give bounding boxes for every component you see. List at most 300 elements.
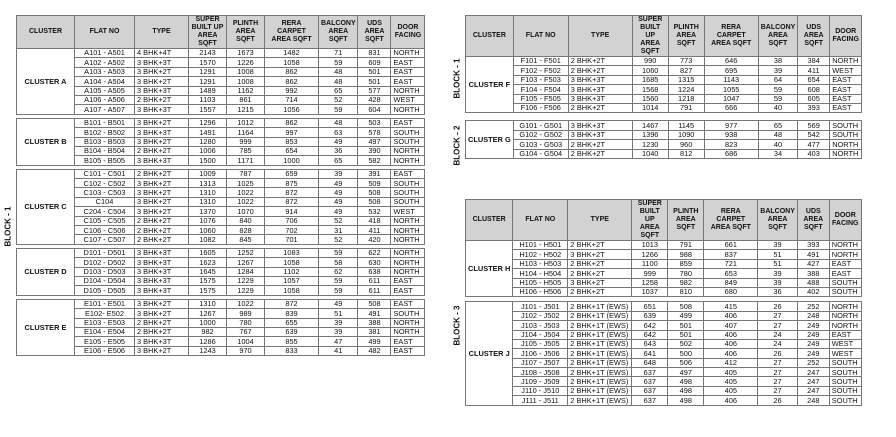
table-row: [466, 66, 862, 75]
type-cell: 3 BHK+2T: [135, 77, 189, 86]
table-row: [466, 302, 862, 311]
flat-no-cell: B102 - B502: [75, 128, 135, 137]
balcony-cell: 41: [319, 346, 358, 355]
flat-no-cell: J106 - J506: [513, 349, 568, 358]
table-row: [466, 368, 862, 377]
plinth-cell: 791: [668, 103, 704, 112]
plinth-cell: 960: [668, 140, 704, 149]
super-built-up-cell: 1685: [632, 75, 668, 84]
door-facing-cell: NORTH: [391, 235, 425, 244]
super-built-up-cell: 982: [189, 327, 227, 336]
super-built-up-cell: 1310: [189, 299, 227, 308]
type-cell: 2 BHK+2T: [135, 169, 189, 178]
table-row: [17, 86, 425, 95]
header-cell: CLUSTER: [466, 16, 514, 57]
door-facing-cell: SOUTH: [829, 386, 861, 395]
uds-cell: 411: [798, 66, 830, 75]
type-cell: 4 BHK+4T: [135, 49, 189, 58]
table-row: [17, 258, 425, 267]
door-facing-cell: NORTH: [391, 49, 425, 58]
block-label: BLOCK - 2: [452, 125, 462, 165]
door-facing-cell: SOUTH: [830, 130, 862, 139]
uds-cell: 247: [797, 377, 829, 386]
balcony-cell: 51: [758, 250, 797, 259]
super-built-up-cell: 1037: [632, 287, 668, 296]
uds-cell: 249: [797, 330, 829, 339]
flat-no-cell: J111 - J511: [513, 396, 568, 405]
table-row: [466, 396, 862, 405]
type-cell: 3 BHK+3T: [135, 86, 189, 95]
balcony-cell: 39: [758, 269, 797, 278]
type-cell: 3 BHK+2T: [135, 118, 189, 127]
super-built-up-cell: 641: [632, 349, 668, 358]
door-facing-cell: EAST: [391, 58, 425, 67]
flat-no-cell: E105 - E505: [75, 337, 135, 346]
flat-no-cell: J109 - J509: [513, 377, 568, 386]
rera-carpet-cell: 1083: [265, 248, 319, 257]
table-row: [17, 169, 425, 178]
rera-carpet-cell: 1058: [265, 258, 319, 267]
door-facing-cell: SOUTH: [391, 179, 425, 188]
door-facing-cell: EAST: [391, 276, 425, 285]
super-built-up-cell: 1060: [189, 226, 227, 235]
rera-carpet-cell: 407: [704, 321, 758, 330]
plinth-cell: 501: [668, 330, 704, 339]
rera-carpet-cell: 406: [704, 396, 758, 405]
super-built-up-cell: 1267: [189, 309, 227, 318]
type-cell: 2 BHK+1T (EWS): [568, 321, 632, 330]
plinth-cell: 999: [227, 137, 265, 146]
plinth-cell: 1229: [227, 276, 265, 285]
plinth-cell: 988: [668, 250, 704, 259]
table-row: [466, 250, 862, 259]
plinth-cell: 1008: [227, 77, 265, 86]
rera-carpet-cell: 654: [265, 146, 319, 155]
balcony-cell: 39: [758, 278, 797, 287]
flat-no-cell: F105 - F505: [513, 94, 568, 103]
plinth-cell: 1215: [227, 105, 265, 114]
rera-carpet-cell: 659: [265, 169, 319, 178]
uds-cell: 542: [798, 130, 830, 139]
type-cell: 3 BHK+3T: [135, 58, 189, 67]
balcony-cell: 27: [758, 377, 797, 386]
type-cell: 2 BHK+1T (EWS): [568, 311, 632, 320]
header-cell: RERA CARPET AREA SQFT: [704, 200, 758, 241]
cluster-label: CLUSTER F: [466, 57, 514, 113]
door-facing-cell: WEST: [829, 339, 861, 348]
flat-no-cell: E101 - E501: [75, 299, 135, 308]
type-cell: 2 BHK+2T: [568, 259, 632, 268]
table-row: [466, 386, 862, 395]
flat-no-cell: A107 - A507: [75, 105, 135, 114]
super-built-up-cell: 1266: [632, 250, 668, 259]
table-row: [466, 130, 862, 139]
uds-cell: 247: [797, 386, 829, 395]
balcony-cell: 49: [319, 179, 358, 188]
table-row: [17, 346, 425, 355]
balcony-cell: 38: [758, 57, 797, 66]
plinth-cell: 1022: [227, 188, 265, 197]
door-facing-cell: SOUTH: [830, 121, 862, 130]
door-facing-cell: NORTH: [391, 156, 425, 165]
type-cell: 3 BHK+3T: [135, 337, 189, 346]
super-built-up-cell: 1006: [189, 146, 227, 155]
uds-cell: 501: [358, 77, 391, 86]
flat-no-cell: C104: [75, 197, 135, 206]
plinth-cell: 1224: [668, 85, 704, 94]
rera-carpet-cell: 855: [265, 337, 319, 346]
door-facing-cell: SOUTH: [829, 377, 861, 386]
cluster-label: CLUSTER A: [17, 49, 75, 115]
super-built-up-cell: 1000: [189, 318, 227, 327]
header-cell: DOOR FACING: [830, 16, 862, 57]
door-facing-cell: WEST: [391, 95, 425, 104]
header-cell: DOOR FACING: [829, 200, 861, 241]
balcony-cell: 27: [758, 311, 797, 320]
table-row: [17, 137, 425, 146]
plinth-cell: 506: [668, 358, 704, 367]
uds-cell: 249: [797, 349, 829, 358]
table-row: [466, 278, 862, 287]
balcony-cell: 59: [319, 276, 358, 285]
cluster-label: CLUSTER G: [466, 121, 514, 159]
door-facing-cell: NORTH: [829, 241, 861, 250]
super-built-up-cell: 1060: [632, 66, 668, 75]
table-row: [17, 207, 425, 216]
door-facing-cell: NORTH: [829, 311, 861, 320]
balcony-cell: 48: [319, 77, 358, 86]
rera-carpet-cell: 914: [265, 207, 319, 216]
table-row: [17, 226, 425, 235]
cluster-label: CLUSTER H: [466, 241, 513, 297]
uds-cell: 491: [797, 250, 829, 259]
header-cell: FLAT NO: [513, 16, 568, 57]
balcony-cell: 39: [758, 241, 797, 250]
rera-carpet-cell: 406: [704, 330, 758, 339]
rera-carpet-cell: 412: [704, 358, 758, 367]
plinth-cell: 859: [668, 259, 704, 268]
balcony-cell: 49: [319, 188, 358, 197]
block-label: BLOCK - 3: [452, 305, 462, 345]
type-cell: 3 BHK+3T: [135, 258, 189, 267]
plinth-cell: 1284: [227, 267, 265, 276]
table-row: [17, 105, 425, 114]
balcony-cell: 26: [758, 396, 797, 405]
rera-carpet-cell: 1058: [265, 286, 319, 295]
type-cell: 3 BHK+2T: [568, 250, 632, 259]
header-cell: RERA CARPET AREA SQFT: [265, 16, 319, 49]
table-row: [17, 299, 425, 308]
uds-cell: 384: [798, 57, 830, 66]
uds-cell: 393: [798, 103, 830, 112]
flat-no-cell: C204 - C504: [75, 207, 135, 216]
rera-carpet-cell: 701: [265, 235, 319, 244]
plinth-cell: 1218: [668, 94, 704, 103]
rera-carpet-cell: 702: [265, 226, 319, 235]
door-facing-cell: EAST: [830, 103, 862, 112]
super-built-up-cell: 1013: [632, 241, 668, 250]
rera-carpet-cell: 997: [265, 128, 319, 137]
type-cell: 3 BHK+2T: [135, 67, 189, 76]
table-row: [17, 58, 425, 67]
super-built-up-cell: 1291: [189, 77, 227, 86]
type-cell: 2 BHK+2T: [135, 146, 189, 155]
door-facing-cell: NORTH: [391, 267, 425, 276]
type-cell: 3 BHK+3T: [568, 121, 632, 130]
plinth-cell: 827: [668, 66, 704, 75]
cluster-label: CLUSTER D: [17, 248, 75, 295]
type-cell: 2 BHK+2T: [568, 269, 632, 278]
table-row: [17, 286, 425, 295]
plinth-cell: 498: [668, 396, 704, 405]
type-cell: 3 BHK+3T: [135, 105, 189, 114]
flat-no-cell: A106 - A506: [75, 95, 135, 104]
uds-cell: 508: [358, 197, 391, 206]
plinth-cell: 791: [668, 241, 704, 250]
block-label: BLOCK - 1: [3, 206, 13, 246]
super-built-up-cell: 1076: [189, 216, 227, 225]
table-row: [17, 309, 425, 318]
flat-no-cell: B104 - B504: [75, 146, 135, 155]
right-bottom-area-table: [465, 199, 862, 406]
flat-no-cell: D103 - D503: [75, 267, 135, 276]
balcony-cell: 65: [319, 86, 358, 95]
header-cell: TYPE: [135, 16, 189, 49]
uds-cell: 252: [797, 302, 829, 311]
balcony-cell: 63: [319, 128, 358, 137]
door-facing-cell: EAST: [830, 75, 862, 84]
uds-cell: 477: [798, 140, 830, 149]
plinth-cell: 767: [227, 327, 265, 336]
flat-no-cell: G104 - G504: [513, 149, 568, 158]
super-built-up-cell: 642: [632, 321, 668, 330]
super-built-up-cell: 1082: [189, 235, 227, 244]
table-row: [17, 267, 425, 276]
super-built-up-cell: 1623: [189, 258, 227, 267]
balcony-cell: 64: [758, 75, 797, 84]
door-facing-cell: EAST: [391, 299, 425, 308]
plinth-cell: 501: [668, 321, 704, 330]
super-built-up-cell: 1103: [189, 95, 227, 104]
super-built-up-cell: 1575: [189, 276, 227, 285]
table-row: [466, 103, 862, 112]
flat-no-cell: J103 - J503: [513, 321, 568, 330]
type-cell: 2 BHK+2T: [568, 287, 632, 296]
door-facing-cell: SOUTH: [829, 278, 861, 287]
door-facing-cell: EAST: [830, 94, 862, 103]
balcony-cell: 59: [758, 94, 797, 103]
flat-no-cell: A102 - A502: [75, 58, 135, 67]
plinth-cell: 970: [227, 346, 265, 355]
rera-carpet-cell: 837: [704, 250, 758, 259]
super-built-up-cell: 1291: [189, 67, 227, 76]
balcony-cell: 48: [319, 67, 358, 76]
uds-cell: 605: [798, 94, 830, 103]
door-facing-cell: NORTH: [829, 302, 861, 311]
flat-no-cell: H105 - H505: [513, 278, 568, 287]
rera-carpet-cell: 706: [265, 216, 319, 225]
flat-no-cell: J104 - J504: [513, 330, 568, 339]
flat-no-cell: F102 - F502: [513, 66, 568, 75]
balcony-cell: 31: [319, 226, 358, 235]
door-facing-cell: NORTH: [391, 86, 425, 95]
type-cell: 2 BHK+2T: [568, 103, 632, 112]
plinth-cell: 502: [668, 339, 704, 348]
type-cell: 2 BHK+1T (EWS): [568, 358, 632, 367]
door-facing-cell: SOUTH: [391, 137, 425, 146]
rera-carpet-cell: 823: [704, 140, 758, 149]
rera-carpet-cell: 1056: [265, 105, 319, 114]
uds-cell: 491: [358, 309, 391, 318]
rera-carpet-cell: 415: [704, 302, 758, 311]
table-row: [17, 49, 425, 58]
rera-carpet-cell: 680: [704, 287, 758, 296]
type-cell: 3 BHK+3T: [135, 276, 189, 285]
flat-no-cell: H102 - H502: [513, 250, 568, 259]
rera-carpet-cell: 872: [265, 188, 319, 197]
rera-carpet-cell: 1143: [704, 75, 758, 84]
rera-carpet-cell: 853: [265, 137, 319, 146]
rera-carpet-cell: 639: [265, 327, 319, 336]
rera-carpet-cell: 1047: [704, 94, 758, 103]
header-cell: DOOR FACING: [391, 16, 425, 49]
type-cell: 2 BHK+1T (EWS): [568, 339, 632, 348]
super-built-up-cell: 1489: [189, 86, 227, 95]
balcony-cell: 26: [758, 302, 797, 311]
uds-cell: 249: [797, 339, 829, 348]
door-facing-cell: SOUTH: [391, 309, 425, 318]
plinth-cell: 787: [227, 169, 265, 178]
type-cell: 2 BHK+2T: [135, 235, 189, 244]
flat-no-cell: D104 - D504: [75, 276, 135, 285]
type-cell: 3 BHK+2T: [135, 309, 189, 318]
table-row: [17, 128, 425, 137]
balcony-cell: 26: [758, 349, 797, 358]
table-row: [17, 77, 425, 86]
rera-carpet-cell: 872: [265, 299, 319, 308]
balcony-cell: 58: [319, 258, 358, 267]
plinth-cell: 845: [227, 235, 265, 244]
table-row: [466, 259, 862, 268]
balcony-cell: 71: [319, 49, 358, 58]
uds-cell: 501: [358, 67, 391, 76]
door-facing-cell: EAST: [829, 330, 861, 339]
uds-cell: 508: [358, 188, 391, 197]
rera-carpet-cell: 1000: [265, 156, 319, 165]
flat-no-cell: F104 - F504: [513, 85, 568, 94]
balcony-cell: 40: [758, 103, 797, 112]
door-facing-cell: SOUTH: [391, 188, 425, 197]
door-facing-cell: NORTH: [391, 216, 425, 225]
super-built-up-cell: 1310: [189, 197, 227, 206]
cluster-label: CLUSTER B: [17, 118, 75, 165]
uds-cell: 428: [358, 95, 391, 104]
type-cell: 2 BHK+1T (EWS): [568, 396, 632, 405]
type-cell: 3 BHK+3T: [568, 85, 632, 94]
table-row: [17, 216, 425, 225]
plinth-cell: 1008: [227, 67, 265, 76]
cluster-gap: [466, 113, 862, 121]
right-top-area-table: [465, 15, 862, 159]
flat-no-cell: E103 - E503: [75, 318, 135, 327]
rera-carpet-cell: 938: [704, 130, 758, 139]
super-built-up-cell: 1645: [189, 267, 227, 276]
rera-carpet-cell: 862: [265, 77, 319, 86]
flat-no-cell: G103 - G503: [513, 140, 568, 149]
door-facing-cell: SOUTH: [829, 368, 861, 377]
type-cell: 2 BHK+1T (EWS): [568, 377, 632, 386]
plinth-cell: 1267: [227, 258, 265, 267]
uds-cell: 509: [358, 179, 391, 188]
plinth-cell: 773: [668, 57, 704, 66]
table-row: [17, 235, 425, 244]
flat-no-cell: A105 - A505: [75, 86, 135, 95]
door-facing-cell: EAST: [391, 286, 425, 295]
type-cell: 3 BHK+3T: [135, 248, 189, 257]
header-cell: PLINTH AREA SQFT: [668, 16, 704, 57]
flat-no-cell: F101 - F501: [513, 57, 568, 66]
header-cell: UDS AREA SQFT: [798, 16, 830, 57]
balcony-cell: 27: [758, 368, 797, 377]
balcony-cell: 36: [319, 146, 358, 155]
plinth-cell: 1673: [227, 49, 265, 58]
flat-no-cell: D105 - D505: [75, 286, 135, 295]
uds-cell: 390: [358, 146, 391, 155]
table-row: [466, 121, 862, 130]
super-built-up-cell: 639: [632, 311, 668, 320]
rera-carpet-cell: 405: [704, 377, 758, 386]
door-facing-cell: EAST: [391, 337, 425, 346]
flat-no-cell: J107 - J507: [513, 358, 568, 367]
header-cell: PLINTH AREA SQFT: [668, 200, 704, 241]
header-row: [466, 16, 862, 57]
table-row: [466, 358, 862, 367]
type-cell: 3 BHK+2T: [135, 299, 189, 308]
header-cell: SUPER BUILT UP AREA SQFT: [632, 200, 668, 241]
flat-no-cell: F103 - F503: [513, 75, 568, 84]
type-cell: 2 BHK+2T: [135, 226, 189, 235]
plinth-cell: 498: [668, 386, 704, 395]
cluster-label: CLUSTER E: [17, 299, 75, 355]
rera-carpet-cell: 406: [704, 339, 758, 348]
door-facing-cell: WEST: [391, 207, 425, 216]
plinth-cell: 508: [668, 302, 704, 311]
uds-cell: 611: [358, 286, 391, 295]
header-cell: SUPER BUILT UP AREA SQFT: [189, 16, 227, 49]
type-cell: 2 BHK+1T (EWS): [568, 302, 632, 311]
balcony-cell: 49: [319, 299, 358, 308]
door-facing-cell: NORTH: [391, 258, 425, 267]
uds-cell: 622: [358, 248, 391, 257]
super-built-up-cell: 1310: [189, 188, 227, 197]
super-built-up-cell: 642: [632, 330, 668, 339]
door-facing-cell: NORTH: [391, 327, 425, 336]
plinth-cell: 499: [668, 311, 704, 320]
plinth-cell: 1226: [227, 58, 265, 67]
flat-no-cell: D102 - D502: [75, 258, 135, 267]
table-row: [466, 287, 862, 296]
flat-no-cell: C106 - C506: [75, 226, 135, 235]
type-cell: 3 BHK+2T: [135, 179, 189, 188]
super-built-up-cell: 1568: [632, 85, 668, 94]
rera-carpet-cell: 655: [265, 318, 319, 327]
type-cell: 2 BHK+1T (EWS): [568, 330, 632, 339]
uds-cell: 608: [798, 85, 830, 94]
super-built-up-cell: 1014: [632, 103, 668, 112]
type-cell: 3 BHK+3T: [135, 128, 189, 137]
rera-carpet-cell: 875: [265, 179, 319, 188]
rera-carpet-cell: 833: [265, 346, 319, 355]
